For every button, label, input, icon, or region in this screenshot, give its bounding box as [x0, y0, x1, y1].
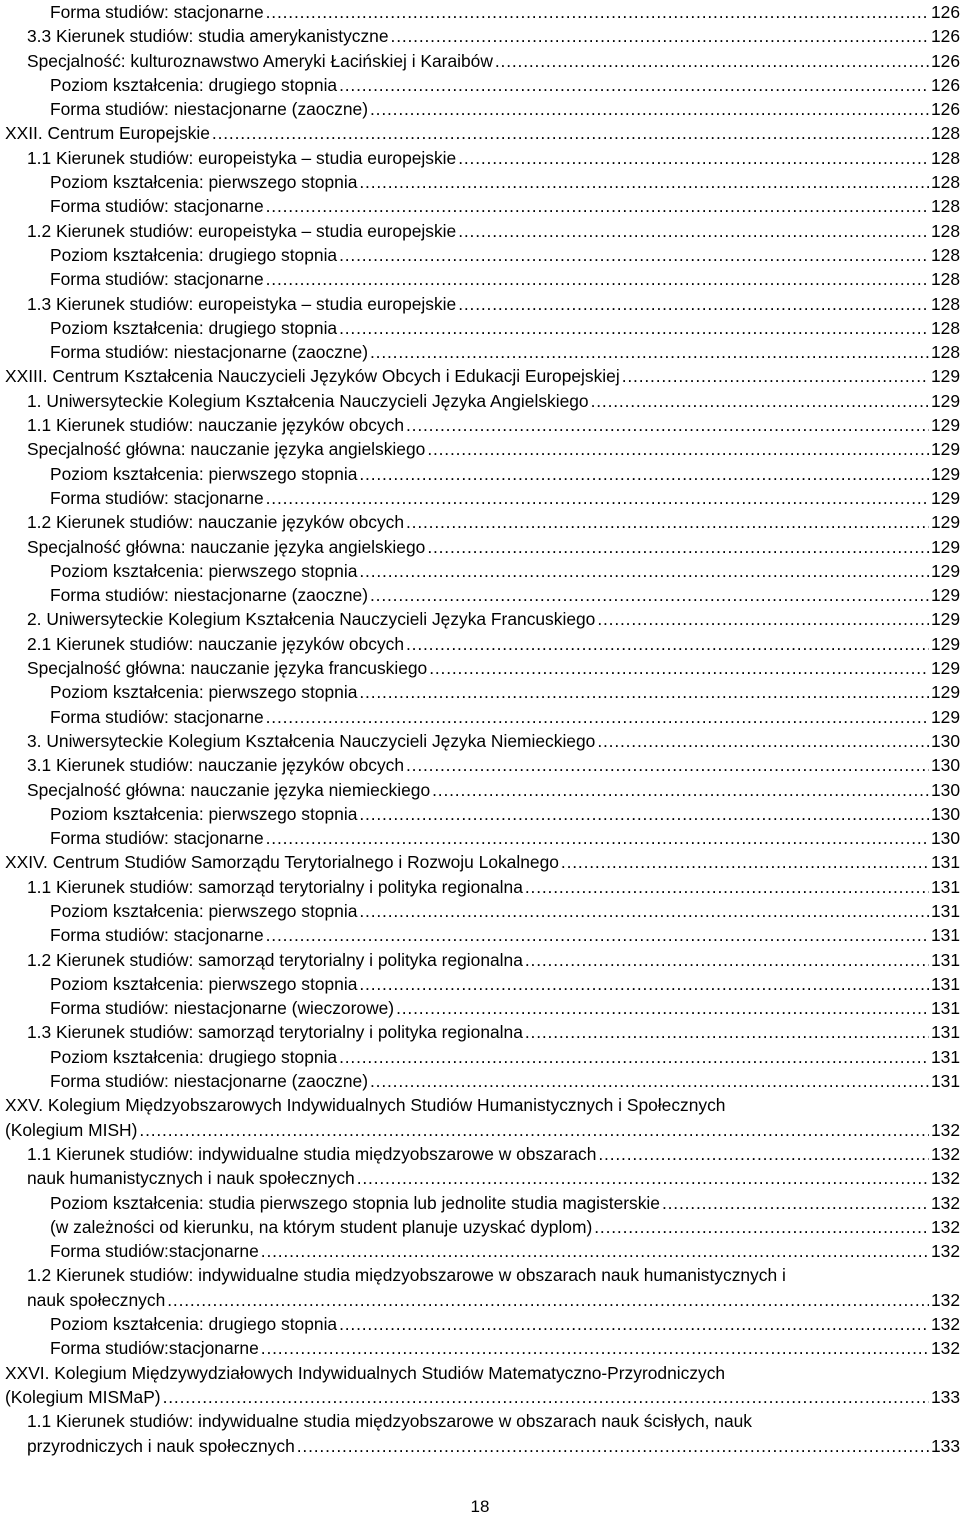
- toc-entry[interactable]: [5, 680, 960, 704]
- toc-entry-page: 129: [930, 585, 960, 606]
- page-number: 18: [470, 1497, 490, 1516]
- toc-entry-title: 1.1 Kierunek studiów: samorząd terytorialny i polityka regionalna: [27, 876, 523, 897]
- toc-entry-lead[interactable]: XXVI. Kolegium Międzywydziałowych Indywidualnych Studiów Matematyczno-Przyrodniczych: [5, 1362, 726, 1383]
- toc-entry-page: 128: [930, 196, 960, 217]
- toc-entry-page: 129: [930, 366, 960, 387]
- dot-leader: [525, 1020, 929, 1044]
- dot-leader: [266, 705, 929, 729]
- toc-entry[interactable]: [5, 24, 960, 48]
- toc-entry[interactable]: [5, 1045, 960, 1069]
- dot-leader: [139, 1118, 929, 1142]
- dot-leader: [359, 559, 929, 583]
- dot-leader: [427, 535, 929, 559]
- toc-entry-page: 128: [930, 269, 960, 290]
- dot-leader: [359, 170, 929, 194]
- toc-entry-page: 131: [930, 1022, 960, 1043]
- toc-entry[interactable]: [5, 875, 960, 899]
- toc-entry-lead[interactable]: 1.1 Kierunek studiów: indywidualne studia międzyobszarowe w obszarach nauk ścisłych, nauk: [27, 1411, 752, 1432]
- dot-leader: [370, 583, 929, 607]
- dot-leader: [406, 413, 929, 437]
- toc-entry[interactable]: [5, 73, 960, 97]
- toc-entry-page: 128: [930, 244, 960, 265]
- toc-entry-page: 130: [930, 730, 960, 751]
- dot-leader: [261, 1239, 929, 1263]
- dot-leader: [357, 1166, 929, 1190]
- dot-leader: [339, 316, 929, 340]
- dot-leader: [406, 510, 929, 534]
- toc-entry[interactable]: [5, 802, 960, 826]
- toc-entry[interactable]: [5, 972, 960, 996]
- toc-entry-page: 130: [930, 828, 960, 849]
- toc-entry-title: Specjalność główna: nauczanie języka niemieckiego: [27, 779, 431, 800]
- toc-entry-title: Forma studiów:stacjonarne: [50, 1241, 259, 1262]
- toc-entry[interactable]: [5, 243, 960, 267]
- dot-leader: [406, 632, 929, 656]
- toc-entry[interactable]: [5, 1191, 960, 1215]
- dot-leader: [212, 121, 929, 145]
- toc-entry-title: Forma studiów: stacjonarne: [50, 196, 264, 217]
- toc-entry-title: Forma studiów: niestacjonarne (zaoczne): [50, 342, 369, 363]
- toc-entry[interactable]: [5, 559, 960, 583]
- toc-entry-page: 129: [930, 609, 960, 630]
- toc-entry-page: 128: [930, 293, 960, 314]
- toc-entry-title: 1.2 Kierunek studiów: nauczanie języków obcych: [27, 512, 405, 533]
- toc-entry-page: 131: [930, 998, 960, 1019]
- toc-entry[interactable]: [5, 583, 960, 607]
- toc-entry-title: Poziom kształcenia: drugiego stopnia: [50, 1314, 338, 1335]
- toc-entry-title: Poziom kształcenia: pierwszego stopnia: [50, 973, 358, 994]
- toc-entry[interactable]: [5, 948, 960, 972]
- dot-leader: [458, 146, 929, 170]
- toc-entry-title: nauk humanistycznych i nauk społecznych: [27, 1168, 355, 1189]
- table-of-contents: [5, 0, 960, 1458]
- toc-entry-title: Forma studiów: stacjonarne: [50, 706, 264, 727]
- toc-entry-page: 131: [930, 973, 960, 994]
- toc-entry[interactable]: [5, 1336, 960, 1360]
- dot-leader: [594, 1215, 929, 1239]
- toc-entry-page: 128: [930, 317, 960, 338]
- toc-entry-page: 131: [930, 852, 960, 873]
- toc-entry-page: 131: [930, 1046, 960, 1067]
- toc-entry-title: XXIV. Centrum Studiów Samorządu Terytorialnego i Rozwoju Lokalnego: [5, 852, 559, 873]
- toc-entry-page: 131: [930, 900, 960, 921]
- dot-leader: [458, 219, 929, 243]
- toc-entry-page: 132: [930, 1216, 960, 1237]
- toc-entry-page: 126: [930, 2, 960, 22]
- toc-entry-title: 3.1 Kierunek studiów: nauczanie języków obcych: [27, 755, 405, 776]
- toc-entry-title: (Kolegium MISMaP): [5, 1386, 161, 1407]
- dot-leader: [266, 923, 929, 947]
- toc-entry-title: Poziom kształcenia: drugiego stopnia: [50, 1046, 338, 1067]
- toc-entry[interactable]: [5, 292, 960, 316]
- dot-leader: [339, 1045, 929, 1069]
- toc-entry-page: 132: [930, 1289, 960, 1310]
- toc-entry-page: 129: [930, 463, 960, 484]
- toc-entry-lead[interactable]: 1.2 Kierunek studiów: indywidualne studia międzyobszarowe w obszarach nauk humanistycznych i: [27, 1265, 786, 1286]
- dot-leader: [591, 389, 929, 413]
- dot-leader: [597, 729, 929, 753]
- dot-leader: [622, 364, 929, 388]
- toc-entry-title: Poziom kształcenia: drugiego stopnia: [50, 317, 338, 338]
- toc-entry-title: 1.1 Kierunek studiów: europeistyka – studia europejskie: [27, 147, 457, 168]
- toc-entry[interactable]: [5, 753, 960, 777]
- toc-entry-page: 130: [930, 755, 960, 776]
- toc-entry-title: 1.1 Kierunek studiów: nauczanie języków obcych: [27, 415, 405, 436]
- toc-entry-title: Forma studiów: stacjonarne: [50, 269, 264, 290]
- toc-entry[interactable]: [5, 316, 960, 340]
- dot-leader: [359, 802, 929, 826]
- toc-entry-page: 126: [930, 26, 960, 47]
- toc-entry-page: 132: [930, 1241, 960, 1262]
- toc-entry-title: Specjalność: kulturoznawstwo Ameryki Łacińskiej i Karaibów: [27, 50, 493, 71]
- dot-leader: [406, 753, 929, 777]
- toc-entry-title: 1.3 Kierunek studiów: europeistyka – studia europejskie: [27, 293, 457, 314]
- toc-entry[interactable]: [5, 1239, 960, 1263]
- dot-leader: [598, 1142, 929, 1166]
- toc-entry-title: 2. Uniwersyteckie Kolegium Kształcenia Nauczycieli Języka Francuskiego: [27, 609, 596, 630]
- toc-entry[interactable]: [5, 437, 960, 461]
- toc-entry-page: 129: [930, 682, 960, 703]
- toc-entry-title: 3.3 Kierunek studiów: studia amerykanistyczne: [27, 26, 389, 47]
- toc-entry-page: 132: [930, 1338, 960, 1359]
- toc-entry[interactable]: [5, 1118, 960, 1142]
- dot-leader: [266, 0, 929, 24]
- toc-entry[interactable]: [5, 0, 960, 24]
- toc-entry-title: nauk społecznych: [27, 1289, 166, 1310]
- toc-entry[interactable]: [5, 486, 960, 510]
- toc-entry-page: 129: [930, 560, 960, 581]
- dot-leader: [429, 656, 929, 680]
- toc-entry[interactable]: [5, 1385, 960, 1409]
- toc-entry[interactable]: [5, 219, 960, 243]
- dot-leader: [339, 73, 929, 97]
- toc-entry[interactable]: [5, 923, 960, 947]
- toc-entry-title: Forma studiów: stacjonarne: [50, 828, 264, 849]
- dot-leader: [432, 778, 929, 802]
- toc-entry-page: 126: [930, 74, 960, 95]
- toc-entry-page: 128: [930, 123, 960, 144]
- toc-entry-title: Specjalność główna: nauczanie języka francuskiego: [27, 658, 428, 679]
- dot-leader: [495, 49, 929, 73]
- dot-leader: [359, 899, 929, 923]
- dot-leader: [266, 194, 929, 218]
- dot-leader: [359, 462, 929, 486]
- toc-entry-title: Poziom kształcenia: pierwszego stopnia: [50, 803, 358, 824]
- toc-entry-page: 129: [930, 439, 960, 460]
- dot-leader: [370, 97, 929, 121]
- toc-entry-page: 131: [930, 949, 960, 970]
- toc-entry-title: Forma studiów: stacjonarne: [50, 925, 264, 946]
- toc-entry-page: 128: [930, 172, 960, 193]
- toc-entry-title: Poziom kształcenia: pierwszego stopnia: [50, 900, 358, 921]
- dot-leader: [525, 948, 929, 972]
- toc-entry-title: 2.1 Kierunek studiów: nauczanie języków obcych: [27, 633, 405, 654]
- toc-entry-title: Forma studiów: stacjonarne: [50, 487, 264, 508]
- toc-entry-lead[interactable]: XXV. Kolegium Międzyobszarowych Indywidualnych Studiów Humanistycznych i Społecznych: [5, 1095, 726, 1116]
- toc-entry-page: 129: [930, 536, 960, 557]
- dot-leader: [427, 437, 929, 461]
- toc-entry[interactable]: [5, 996, 960, 1020]
- toc-entry[interactable]: [5, 510, 960, 534]
- dot-leader: [266, 486, 929, 510]
- toc-entry[interactable]: [5, 632, 960, 656]
- toc-entry[interactable]: [5, 899, 960, 923]
- toc-entry-title: Poziom kształcenia: pierwszego stopnia: [50, 463, 358, 484]
- dot-leader: [266, 267, 929, 291]
- toc-entry-page: 129: [930, 390, 960, 411]
- dot-leader: [370, 1069, 929, 1093]
- toc-entry-page: 132: [930, 1119, 960, 1140]
- toc-entry[interactable]: [5, 364, 960, 388]
- toc-entry-title: Poziom kształcenia: drugiego stopnia: [50, 244, 338, 265]
- toc-entry-page: 132: [930, 1168, 960, 1189]
- toc-entry-title: (Kolegium MISH): [5, 1119, 138, 1140]
- toc-entry-title: Specjalność główna: nauczanie języka angielskiego: [27, 439, 426, 460]
- toc-entry-page: 126: [930, 99, 960, 120]
- toc-entry-title: (w zależności od kierunku, na którym student planuje uzyskać dyplom): [50, 1216, 593, 1237]
- toc-entry-title: 3. Uniwersyteckie Kolegium Kształcenia Nauczycieli Języka Niemieckiego: [27, 730, 596, 751]
- toc-entry-title: Poziom kształcenia: drugiego stopnia: [50, 74, 338, 95]
- toc-entry-page: 131: [930, 925, 960, 946]
- dot-leader: [359, 972, 929, 996]
- dot-leader: [163, 1385, 929, 1409]
- toc-entry[interactable]: [5, 1020, 960, 1044]
- toc-entry[interactable]: [5, 656, 960, 680]
- dot-leader: [297, 1434, 929, 1458]
- toc-entry[interactable]: [5, 194, 960, 218]
- toc-entry[interactable]: [5, 170, 960, 194]
- toc-entry-title: Forma studiów: niestacjonarne (zaoczne): [50, 1071, 369, 1092]
- toc-entry-title: 1.2 Kierunek studiów: samorząd terytorialny i polityka regionalna: [27, 949, 523, 970]
- dot-leader: [525, 875, 929, 899]
- toc-entry[interactable]: [5, 146, 960, 170]
- toc-entry-title: XXII. Centrum Europejskie: [5, 123, 210, 144]
- dot-leader: [561, 850, 929, 874]
- toc-entry-title: Forma studiów: stacjonarne: [50, 2, 264, 22]
- toc-entry[interactable]: [5, 389, 960, 413]
- toc-entry-page: 133: [930, 1435, 960, 1456]
- toc-entry[interactable]: [5, 1142, 960, 1166]
- toc-entry-page: 131: [930, 876, 960, 897]
- toc-entry[interactable]: [5, 121, 960, 145]
- toc-entry[interactable]: [5, 729, 960, 753]
- toc-entry-page: 129: [930, 487, 960, 508]
- toc-entry-page: 130: [930, 779, 960, 800]
- toc-entry-title: przyrodniczych i nauk społecznych: [27, 1435, 295, 1456]
- toc-entry-title: 1.1 Kierunek studiów: indywidualne studia międzyobszarowe w obszarach: [27, 1143, 597, 1164]
- toc-entry-page: 129: [930, 706, 960, 727]
- dot-leader: [359, 680, 929, 704]
- toc-entry[interactable]: [5, 267, 960, 291]
- dot-leader: [167, 1288, 929, 1312]
- toc-entry-title: Poziom kształcenia: pierwszego stopnia: [50, 682, 358, 703]
- toc-entry-title: 1.3 Kierunek studiów: samorząd terytorialny i polityka regionalna: [27, 1022, 523, 1043]
- toc-entry-title: 1. Uniwersyteckie Kolegium Kształcenia Nauczycieli Języka Angielskiego: [27, 390, 589, 411]
- dot-leader: [597, 607, 929, 631]
- dot-leader: [339, 243, 929, 267]
- toc-entry-page: 129: [930, 415, 960, 436]
- toc-entry-page: 133: [930, 1386, 960, 1407]
- toc-entry[interactable]: [5, 49, 960, 73]
- toc-entry-title: Poziom kształcenia: pierwszego stopnia: [50, 560, 358, 581]
- toc-entry-page: 132: [930, 1143, 960, 1164]
- toc-entry[interactable]: [5, 413, 960, 437]
- toc-entry-page: 130: [930, 803, 960, 824]
- toc-entry-page: 128: [930, 220, 960, 241]
- toc-entry-title: Specjalność główna: nauczanie języka angielskiego: [27, 536, 426, 557]
- toc-entry-page: 129: [930, 633, 960, 654]
- toc-entry-page: 132: [930, 1192, 960, 1213]
- dot-leader: [458, 292, 929, 316]
- toc-entry[interactable]: [5, 1069, 960, 1093]
- toc-entry-title: XXIII. Centrum Kształcenia Nauczycieli Języków Obcych i Edukacji Europejskiej: [5, 366, 620, 387]
- dot-leader: [370, 340, 929, 364]
- toc-entry-page: 132: [930, 1314, 960, 1335]
- toc-entry-page: 128: [930, 342, 960, 363]
- dot-leader: [339, 1312, 929, 1336]
- toc-entry[interactable]: [5, 462, 960, 486]
- toc-entry-page: 128: [930, 147, 960, 168]
- toc-entry-page: 129: [930, 658, 960, 679]
- toc-entry[interactable]: [5, 607, 960, 631]
- toc-entry[interactable]: [5, 1312, 960, 1336]
- dot-leader: [266, 826, 929, 850]
- toc-entry[interactable]: [5, 1434, 960, 1458]
- dot-leader: [662, 1191, 929, 1215]
- toc-entry[interactable]: [5, 705, 960, 729]
- dot-leader: [391, 24, 929, 48]
- dot-leader: [396, 996, 929, 1020]
- toc-entry[interactable]: [5, 1166, 960, 1190]
- toc-entry[interactable]: [5, 340, 960, 364]
- toc-entry[interactable]: [5, 535, 960, 559]
- toc-entry-page: 126: [930, 50, 960, 71]
- toc-entry-page: 131: [930, 1071, 960, 1092]
- toc-entry[interactable]: [5, 850, 960, 874]
- toc-entry[interactable]: [5, 778, 960, 802]
- toc-entry[interactable]: [5, 1215, 960, 1239]
- toc-entry[interactable]: [5, 826, 960, 850]
- toc-entry-title: Forma studiów: niestacjonarne (zaoczne): [50, 585, 369, 606]
- toc-entry-page: 129: [930, 512, 960, 533]
- dot-leader: [261, 1336, 929, 1360]
- toc-entry-title: Poziom kształcenia: studia pierwszego stopnia lub jednolite studia magisterskie: [50, 1192, 660, 1213]
- toc-entry[interactable]: [5, 1288, 960, 1312]
- toc-entry-title: 1.2 Kierunek studiów: europeistyka – studia europejskie: [27, 220, 457, 241]
- toc-entry[interactable]: [5, 97, 960, 121]
- toc-entry-title: Forma studiów: niestacjonarne (zaoczne): [50, 99, 369, 120]
- toc-entry-title: Forma studiów: niestacjonarne (wieczorowe): [50, 998, 395, 1019]
- toc-entry-title: Forma studiów:stacjonarne: [50, 1338, 259, 1359]
- toc-entry-title: Poziom kształcenia: pierwszego stopnia: [50, 172, 358, 193]
